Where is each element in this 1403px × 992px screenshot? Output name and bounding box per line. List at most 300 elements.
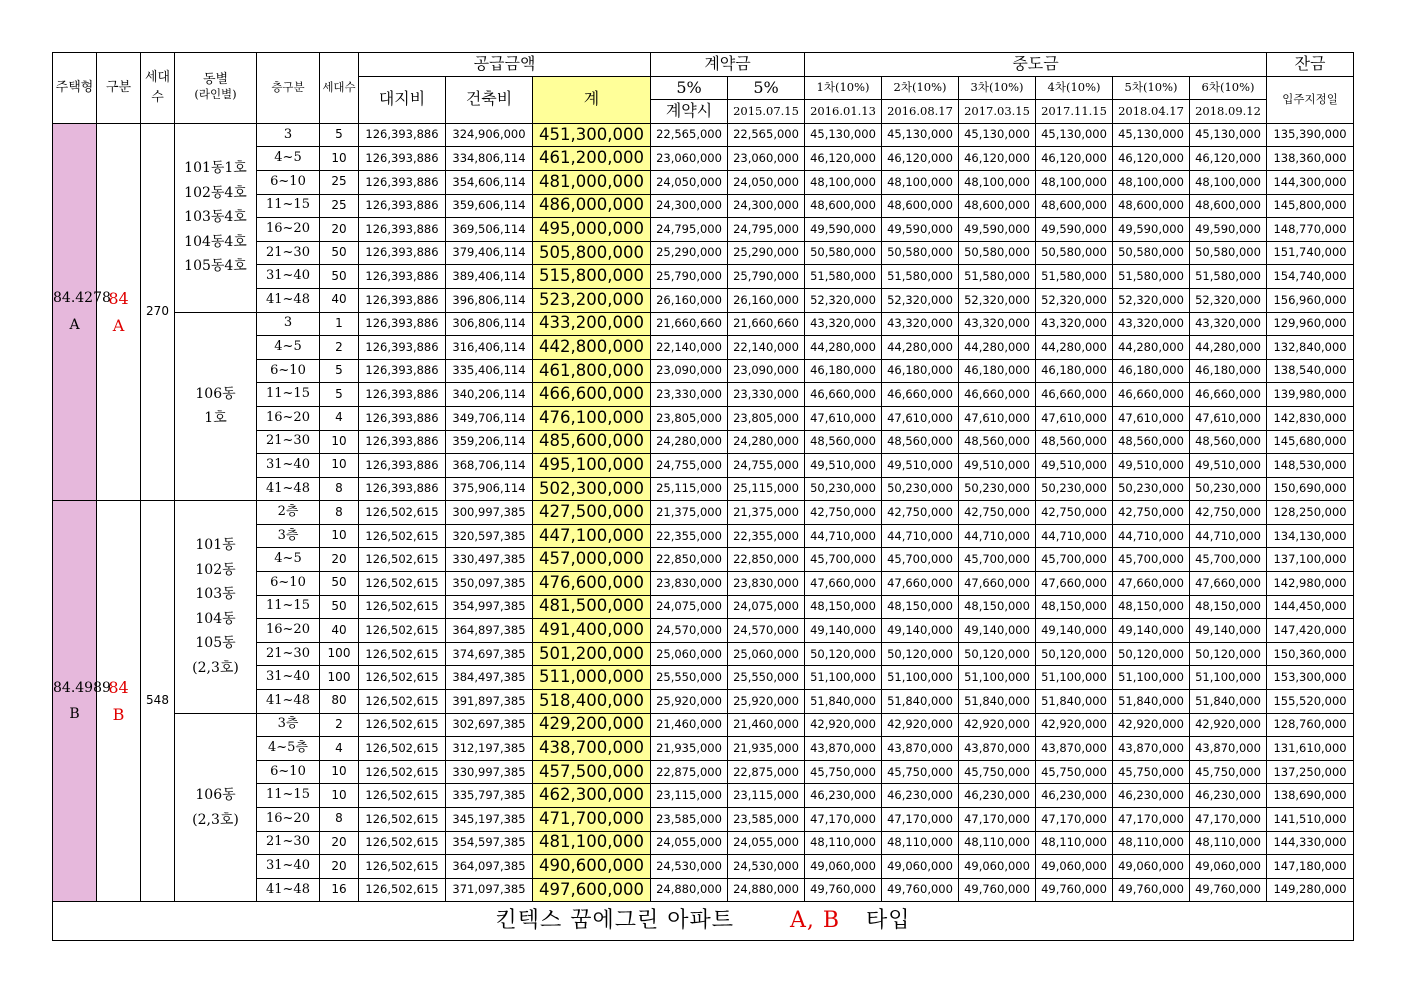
floor-cell: 31~40 <box>257 666 320 690</box>
middle-payment-3-cell: 48,150,000 <box>959 595 1036 619</box>
units-cell: 5 <box>320 359 359 383</box>
middle-payment-2-cell: 48,110,000 <box>882 831 959 855</box>
header-mid-3-date: 2017.03.15 <box>959 100 1036 124</box>
middle-payment-6-cell: 46,660,000 <box>1190 383 1267 407</box>
middle-payment-2-cell: 42,920,000 <box>882 713 959 737</box>
units-cell: 16 <box>320 878 359 902</box>
units-cell: 80 <box>320 690 359 714</box>
middle-payment-4-cell: 46,230,000 <box>1036 784 1113 808</box>
middle-payment-3-cell: 45,750,000 <box>959 760 1036 784</box>
dong-line: 103동4호 <box>184 209 247 226</box>
deposit-1-cell: 22,565,000 <box>651 123 728 147</box>
header-dong-sub: (라인별) <box>194 86 237 101</box>
header-dong-label: 동별 <box>202 71 229 87</box>
middle-payment-6-cell: 49,060,000 <box>1190 855 1267 879</box>
units-cell: 40 <box>320 288 359 312</box>
middle-payment-4-cell: 45,750,000 <box>1036 760 1113 784</box>
deposit-1-cell: 25,115,000 <box>651 477 728 501</box>
middle-payment-1-cell: 49,760,000 <box>805 878 882 902</box>
building-cost-cell: 364,897,385 <box>446 619 533 643</box>
building-cost-cell: 354,606,114 <box>446 170 533 194</box>
middle-payment-2-cell: 48,100,000 <box>882 170 959 194</box>
deposit-1-cell: 25,920,000 <box>651 690 728 714</box>
middle-payment-4-cell: 50,580,000 <box>1036 241 1113 265</box>
units-cell: 1 <box>320 312 359 336</box>
total-price-cell: 495,000,000 <box>533 218 651 242</box>
middle-payment-6-cell: 46,180,000 <box>1190 359 1267 383</box>
units-cell: 4 <box>320 406 359 430</box>
total-price-cell: 501,200,000 <box>533 642 651 666</box>
header-mid-2: 2차(10%) <box>882 76 959 100</box>
dong-line: 105동4호 <box>184 258 247 275</box>
middle-payment-2-cell: 44,710,000 <box>882 524 959 548</box>
land-cost-cell: 126,393,886 <box>359 147 446 171</box>
header-units: 세대수 <box>320 53 359 124</box>
middle-payment-3-cell: 42,920,000 <box>959 713 1036 737</box>
middle-payment-2-cell: 52,320,000 <box>882 288 959 312</box>
middle-payment-1-cell: 48,110,000 <box>805 831 882 855</box>
balance-cell: 147,180,000 <box>1267 855 1354 879</box>
middle-payment-1-cell: 47,610,000 <box>805 406 882 430</box>
middle-payment-5-cell: 42,920,000 <box>1113 713 1190 737</box>
middle-payment-1-cell: 47,660,000 <box>805 572 882 596</box>
land-cost-cell: 126,393,886 <box>359 123 446 147</box>
total-price-cell: 502,300,000 <box>533 477 651 501</box>
land-cost-cell: 126,393,886 <box>359 170 446 194</box>
header-total: 계 <box>533 76 651 123</box>
middle-payment-4-cell: 48,560,000 <box>1036 430 1113 454</box>
category-cell <box>97 501 141 902</box>
deposit-1-cell: 25,550,000 <box>651 666 728 690</box>
units-cell: 20 <box>320 831 359 855</box>
balance-cell: 156,960,000 <box>1267 288 1354 312</box>
balance-cell: 138,360,000 <box>1267 147 1354 171</box>
dong-line: 105동 <box>195 635 236 652</box>
building-cost-cell: 302,697,385 <box>446 713 533 737</box>
balance-cell: 148,770,000 <box>1267 218 1354 242</box>
middle-payment-1-cell: 44,280,000 <box>805 336 882 360</box>
deposit-2-cell: 25,290,000 <box>728 241 805 265</box>
footer-title-text: 킨텍스 꿈에그린 아파트 <box>495 908 734 934</box>
balance-cell: 128,250,000 <box>1267 501 1354 525</box>
middle-payment-6-cell: 45,130,000 <box>1190 123 1267 147</box>
middle-payment-4-cell: 51,100,000 <box>1036 666 1113 690</box>
total-price-cell: 451,300,000 <box>533 123 651 147</box>
balance-cell: 142,830,000 <box>1267 406 1354 430</box>
total-price-cell: 442,800,000 <box>533 336 651 360</box>
middle-payment-4-cell: 50,230,000 <box>1036 477 1113 501</box>
middle-payment-6-cell: 51,100,000 <box>1190 666 1267 690</box>
header-households: 세대수 <box>141 53 175 124</box>
deposit-2-cell: 25,115,000 <box>728 477 805 501</box>
balance-cell: 145,680,000 <box>1267 430 1354 454</box>
building-cost-cell: 306,806,114 <box>446 312 533 336</box>
land-cost-cell: 126,502,615 <box>359 831 446 855</box>
middle-payment-5-cell: 46,120,000 <box>1113 147 1190 171</box>
deposit-2-cell: 24,570,000 <box>728 619 805 643</box>
balance-cell: 129,960,000 <box>1267 312 1354 336</box>
middle-payment-2-cell: 46,660,000 <box>882 383 959 407</box>
middle-payment-4-cell: 45,130,000 <box>1036 123 1113 147</box>
land-cost-cell: 126,502,615 <box>359 524 446 548</box>
balance-cell: 149,280,000 <box>1267 878 1354 902</box>
land-cost-cell: 126,502,615 <box>359 737 446 761</box>
middle-payment-2-cell: 42,750,000 <box>882 501 959 525</box>
middle-payment-1-cell: 42,750,000 <box>805 501 882 525</box>
building-cost-cell: 364,097,385 <box>446 855 533 879</box>
middle-payment-5-cell: 49,760,000 <box>1113 878 1190 902</box>
total-price-cell: 491,400,000 <box>533 619 651 643</box>
middle-payment-6-cell: 46,120,000 <box>1190 147 1267 171</box>
balance-cell: 142,980,000 <box>1267 572 1354 596</box>
deposit-2-cell: 25,060,000 <box>728 642 805 666</box>
middle-payment-4-cell: 48,100,000 <box>1036 170 1113 194</box>
dong-line: 102동4호 <box>184 184 247 201</box>
balance-cell: 153,300,000 <box>1267 666 1354 690</box>
units-cell: 50 <box>320 241 359 265</box>
middle-payment-2-cell: 46,120,000 <box>882 147 959 171</box>
deposit-2-cell: 23,830,000 <box>728 572 805 596</box>
land-cost-cell: 126,393,886 <box>359 359 446 383</box>
deposit-1-cell: 24,570,000 <box>651 619 728 643</box>
units-cell: 10 <box>320 524 359 548</box>
building-cost-cell: 320,597,385 <box>446 524 533 548</box>
middle-payment-4-cell: 42,750,000 <box>1036 501 1113 525</box>
units-cell: 5 <box>320 383 359 407</box>
building-cost-cell: 334,806,114 <box>446 147 533 171</box>
middle-payment-5-cell: 48,100,000 <box>1113 170 1190 194</box>
floor-cell: 3층 <box>257 524 320 548</box>
balance-cell: 150,690,000 <box>1267 477 1354 501</box>
floor-cell: 21~30 <box>257 831 320 855</box>
households-cell: 270 <box>141 123 175 501</box>
middle-payment-6-cell: 50,580,000 <box>1190 241 1267 265</box>
dong-line: 106동 <box>195 385 236 402</box>
middle-payment-3-cell: 51,840,000 <box>959 690 1036 714</box>
units-cell: 8 <box>320 477 359 501</box>
land-cost-cell: 126,393,886 <box>359 194 446 218</box>
middle-payment-2-cell: 48,560,000 <box>882 430 959 454</box>
total-price-cell: 457,500,000 <box>533 760 651 784</box>
middle-payment-1-cell: 45,750,000 <box>805 760 882 784</box>
middle-payment-5-cell: 52,320,000 <box>1113 288 1190 312</box>
land-cost-cell: 126,393,886 <box>359 312 446 336</box>
middle-payment-6-cell: 48,100,000 <box>1190 170 1267 194</box>
middle-payment-4-cell: 51,580,000 <box>1036 265 1113 289</box>
building-cost-cell: 354,997,385 <box>446 595 533 619</box>
deposit-1-cell: 21,660,660 <box>651 312 728 336</box>
deposit-1-cell: 22,850,000 <box>651 548 728 572</box>
floor-cell: 21~30 <box>257 642 320 666</box>
units-cell: 10 <box>320 784 359 808</box>
middle-payment-2-cell: 45,130,000 <box>882 123 959 147</box>
price-table <box>52 52 1354 941</box>
middle-payment-1-cell: 48,560,000 <box>805 430 882 454</box>
middle-payment-2-cell: 51,100,000 <box>882 666 959 690</box>
units-cell: 100 <box>320 666 359 690</box>
middle-payment-1-cell: 51,580,000 <box>805 265 882 289</box>
deposit-2-cell: 26,160,000 <box>728 288 805 312</box>
middle-payment-5-cell: 43,870,000 <box>1113 737 1190 761</box>
header-mid-1: 1차(10%) <box>805 76 882 100</box>
middle-payment-1-cell: 50,580,000 <box>805 241 882 265</box>
middle-payment-4-cell: 49,510,000 <box>1036 454 1113 478</box>
building-cost-cell: 330,497,385 <box>446 548 533 572</box>
middle-payment-3-cell: 49,590,000 <box>959 218 1036 242</box>
building-cost-cell: 316,406,114 <box>446 336 533 360</box>
header-mid-4: 4차(10%) <box>1036 76 1113 100</box>
middle-payment-5-cell: 42,750,000 <box>1113 501 1190 525</box>
building-cost-cell: 300,997,385 <box>446 501 533 525</box>
building-cost-cell: 335,797,385 <box>446 784 533 808</box>
balance-cell: 128,760,000 <box>1267 713 1354 737</box>
units-cell: 5 <box>320 123 359 147</box>
middle-payment-3-cell: 49,760,000 <box>959 878 1036 902</box>
category-number: 84 <box>108 678 129 698</box>
middle-payment-1-cell: 51,840,000 <box>805 690 882 714</box>
middle-payment-4-cell: 47,610,000 <box>1036 406 1113 430</box>
land-cost-cell: 126,502,615 <box>359 666 446 690</box>
middle-payment-5-cell: 49,140,000 <box>1113 619 1190 643</box>
floor-cell: 31~40 <box>257 265 320 289</box>
category-letter: B <box>112 705 125 725</box>
total-price-cell: 505,800,000 <box>533 241 651 265</box>
dong-cell <box>175 501 257 713</box>
middle-payment-3-cell: 49,060,000 <box>959 855 1036 879</box>
balance-cell: 155,520,000 <box>1267 690 1354 714</box>
header-mid-6-date: 2018.09.12 <box>1190 100 1267 124</box>
middle-payment-3-cell: 46,230,000 <box>959 784 1036 808</box>
deposit-2-cell: 22,565,000 <box>728 123 805 147</box>
deposit-1-cell: 24,795,000 <box>651 218 728 242</box>
middle-payment-3-cell: 44,280,000 <box>959 336 1036 360</box>
total-price-cell: 476,100,000 <box>533 406 651 430</box>
deposit-2-cell: 22,850,000 <box>728 548 805 572</box>
middle-payment-6-cell: 48,150,000 <box>1190 595 1267 619</box>
middle-payment-5-cell: 47,610,000 <box>1113 406 1190 430</box>
middle-payment-6-cell: 45,750,000 <box>1190 760 1267 784</box>
floor-cell: 6~10 <box>257 170 320 194</box>
middle-payment-2-cell: 50,580,000 <box>882 241 959 265</box>
middle-payment-5-cell: 51,100,000 <box>1113 666 1190 690</box>
floor-cell: 6~10 <box>257 572 320 596</box>
middle-payment-1-cell: 46,230,000 <box>805 784 882 808</box>
floor-cell: 11~15 <box>257 595 320 619</box>
units-cell: 4 <box>320 737 359 761</box>
dong-line: 102동 <box>195 561 236 578</box>
deposit-1-cell: 24,075,000 <box>651 595 728 619</box>
deposit-2-cell: 24,795,000 <box>728 218 805 242</box>
header-middle: 중도금 <box>805 53 1267 77</box>
middle-payment-6-cell: 51,840,000 <box>1190 690 1267 714</box>
middle-payment-2-cell: 49,060,000 <box>882 855 959 879</box>
middle-payment-1-cell: 49,140,000 <box>805 619 882 643</box>
middle-payment-4-cell: 43,870,000 <box>1036 737 1113 761</box>
middle-payment-3-cell: 49,510,000 <box>959 454 1036 478</box>
middle-payment-6-cell: 48,560,000 <box>1190 430 1267 454</box>
middle-payment-6-cell: 47,170,000 <box>1190 808 1267 832</box>
floor-cell: 3층 <box>257 713 320 737</box>
units-cell: 50 <box>320 595 359 619</box>
land-cost-cell: 126,502,615 <box>359 690 446 714</box>
middle-payment-3-cell: 48,560,000 <box>959 430 1036 454</box>
middle-payment-1-cell: 49,590,000 <box>805 218 882 242</box>
balance-cell: 147,420,000 <box>1267 619 1354 643</box>
total-price-cell: 461,800,000 <box>533 359 651 383</box>
total-price-cell: 462,300,000 <box>533 784 651 808</box>
table-row <box>53 713 1354 737</box>
floor-cell: 6~10 <box>257 359 320 383</box>
middle-payment-1-cell: 43,320,000 <box>805 312 882 336</box>
middle-payment-4-cell: 46,660,000 <box>1036 383 1113 407</box>
middle-payment-1-cell: 42,920,000 <box>805 713 882 737</box>
middle-payment-3-cell: 45,700,000 <box>959 548 1036 572</box>
table-row <box>53 123 1354 147</box>
middle-payment-2-cell: 45,750,000 <box>882 760 959 784</box>
deposit-1-cell: 21,375,000 <box>651 501 728 525</box>
middle-payment-1-cell: 48,600,000 <box>805 194 882 218</box>
floor-cell: 4~5 <box>257 147 320 171</box>
header-house-type: 주택형 <box>53 53 97 124</box>
deposit-1-cell: 22,875,000 <box>651 760 728 784</box>
total-price-cell: 485,600,000 <box>533 430 651 454</box>
units-cell: 20 <box>320 855 359 879</box>
deposit-1-cell: 23,830,000 <box>651 572 728 596</box>
units-cell: 2 <box>320 336 359 360</box>
middle-payment-6-cell: 46,230,000 <box>1190 784 1267 808</box>
middle-payment-5-cell: 46,180,000 <box>1113 359 1190 383</box>
total-price-cell: 471,700,000 <box>533 808 651 832</box>
deposit-2-cell: 25,920,000 <box>728 690 805 714</box>
middle-payment-6-cell: 43,870,000 <box>1190 737 1267 761</box>
middle-payment-3-cell: 45,130,000 <box>959 123 1036 147</box>
total-price-cell: 461,200,000 <box>533 147 651 171</box>
middle-payment-3-cell: 51,580,000 <box>959 265 1036 289</box>
balance-cell: 151,740,000 <box>1267 241 1354 265</box>
middle-payment-4-cell: 50,120,000 <box>1036 642 1113 666</box>
middle-payment-1-cell: 49,060,000 <box>805 855 882 879</box>
house-type-cell: 84.4989 B <box>53 501 97 902</box>
middle-payment-3-cell: 43,320,000 <box>959 312 1036 336</box>
deposit-2-cell: 21,935,000 <box>728 737 805 761</box>
middle-payment-3-cell: 47,610,000 <box>959 406 1036 430</box>
middle-payment-4-cell: 48,150,000 <box>1036 595 1113 619</box>
total-price-cell: 486,000,000 <box>533 194 651 218</box>
units-cell: 10 <box>320 454 359 478</box>
header-building: 건축비 <box>446 76 533 123</box>
deposit-2-cell: 24,055,000 <box>728 831 805 855</box>
middle-payment-5-cell: 49,060,000 <box>1113 855 1190 879</box>
middle-payment-2-cell: 46,180,000 <box>882 359 959 383</box>
header-floor: 층구분 <box>257 53 320 124</box>
deposit-1-cell: 23,805,000 <box>651 406 728 430</box>
land-cost-cell: 126,393,886 <box>359 288 446 312</box>
middle-payment-5-cell: 48,110,000 <box>1113 831 1190 855</box>
deposit-1-cell: 23,330,000 <box>651 383 728 407</box>
middle-payment-2-cell: 47,610,000 <box>882 406 959 430</box>
units-cell: 50 <box>320 572 359 596</box>
middle-payment-6-cell: 43,320,000 <box>1190 312 1267 336</box>
total-price-cell: 476,600,000 <box>533 572 651 596</box>
deposit-1-cell: 22,140,000 <box>651 336 728 360</box>
middle-payment-1-cell: 48,150,000 <box>805 595 882 619</box>
floor-cell: 31~40 <box>257 855 320 879</box>
middle-payment-5-cell: 51,840,000 <box>1113 690 1190 714</box>
middle-payment-6-cell: 49,590,000 <box>1190 218 1267 242</box>
floor-cell: 41~48 <box>257 690 320 714</box>
deposit-2-cell: 21,460,000 <box>728 713 805 737</box>
header-balance-sub: 입주지정일 <box>1267 76 1354 123</box>
floor-cell: 4~5 <box>257 336 320 360</box>
units-cell: 10 <box>320 147 359 171</box>
header-mid-2-date: 2016.08.17 <box>882 100 959 124</box>
middle-payment-1-cell: 50,230,000 <box>805 477 882 501</box>
middle-payment-5-cell: 46,230,000 <box>1113 784 1190 808</box>
deposit-1-cell: 24,050,000 <box>651 170 728 194</box>
middle-payment-1-cell: 48,100,000 <box>805 170 882 194</box>
header-deposit: 계약금 <box>651 53 805 77</box>
total-price-cell: 481,500,000 <box>533 595 651 619</box>
units-cell: 8 <box>320 501 359 525</box>
land-cost-cell: 126,393,886 <box>359 336 446 360</box>
building-cost-cell: 389,406,114 <box>446 265 533 289</box>
middle-payment-4-cell: 49,760,000 <box>1036 878 1113 902</box>
dong-line: 104동4호 <box>184 233 247 250</box>
middle-payment-6-cell: 52,320,000 <box>1190 288 1267 312</box>
middle-payment-5-cell: 43,320,000 <box>1113 312 1190 336</box>
middle-payment-5-cell: 45,700,000 <box>1113 548 1190 572</box>
deposit-2-cell: 24,530,000 <box>728 855 805 879</box>
middle-payment-1-cell: 45,700,000 <box>805 548 882 572</box>
balance-cell: 144,330,000 <box>1267 831 1354 855</box>
building-cost-cell: 384,497,385 <box>446 666 533 690</box>
building-cost-cell: 391,897,385 <box>446 690 533 714</box>
middle-payment-3-cell: 44,710,000 <box>959 524 1036 548</box>
units-cell: 25 <box>320 170 359 194</box>
middle-payment-3-cell: 50,120,000 <box>959 642 1036 666</box>
total-price-cell: 427,500,000 <box>533 501 651 525</box>
middle-payment-5-cell: 50,580,000 <box>1113 241 1190 265</box>
middle-payment-2-cell: 49,140,000 <box>882 619 959 643</box>
land-cost-cell: 126,393,886 <box>359 406 446 430</box>
middle-payment-5-cell: 45,130,000 <box>1113 123 1190 147</box>
deposit-2-cell: 24,050,000 <box>728 170 805 194</box>
balance-cell: 138,690,000 <box>1267 784 1354 808</box>
deposit-1-cell: 25,790,000 <box>651 265 728 289</box>
middle-payment-5-cell: 51,580,000 <box>1113 265 1190 289</box>
land-cost-cell: 126,502,615 <box>359 595 446 619</box>
total-price-cell: 466,600,000 <box>533 383 651 407</box>
middle-payment-3-cell: 46,180,000 <box>959 359 1036 383</box>
middle-payment-1-cell: 47,170,000 <box>805 808 882 832</box>
middle-payment-4-cell: 42,920,000 <box>1036 713 1113 737</box>
balance-cell: 139,980,000 <box>1267 383 1354 407</box>
deposit-2-cell: 24,755,000 <box>728 454 805 478</box>
middle-payment-3-cell: 46,660,000 <box>959 383 1036 407</box>
header-supply: 공급금액 <box>359 53 651 77</box>
header-mid-1-date: 2016.01.13 <box>805 100 882 124</box>
middle-payment-4-cell: 47,660,000 <box>1036 572 1113 596</box>
middle-payment-4-cell: 51,840,000 <box>1036 690 1113 714</box>
balance-cell: 148,530,000 <box>1267 454 1354 478</box>
deposit-1-cell: 23,090,000 <box>651 359 728 383</box>
middle-payment-5-cell: 44,710,000 <box>1113 524 1190 548</box>
deposit-1-cell: 21,935,000 <box>651 737 728 761</box>
building-cost-cell: 340,206,114 <box>446 383 533 407</box>
total-price-cell: 495,100,000 <box>533 454 651 478</box>
middle-payment-2-cell: 43,320,000 <box>882 312 959 336</box>
middle-payment-2-cell: 46,230,000 <box>882 784 959 808</box>
